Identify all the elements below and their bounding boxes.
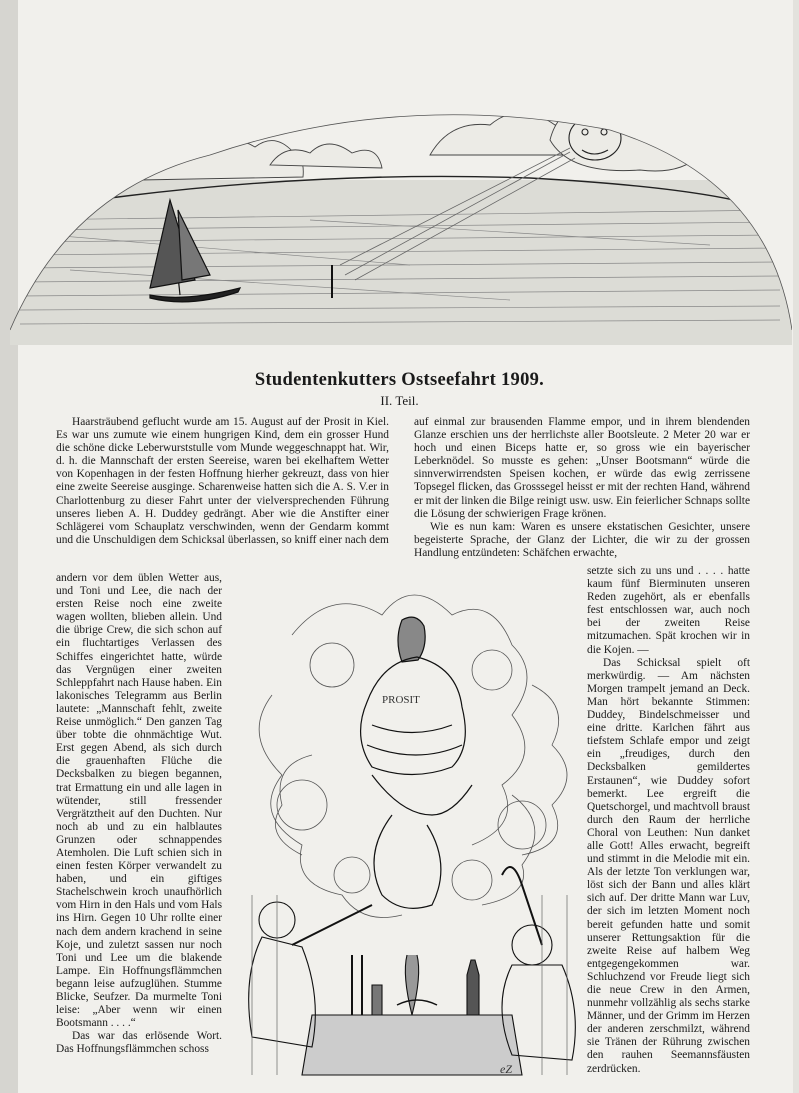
paragraph: andern vor dem üblen Wetter aus, und Toni und Lee, die nach der ersten Reise noch eine zweite wagen wollten, blieben allein. Und die übrige Crew, die sich schon auf ein fluchtartiges Verlassen des Schiffes eingerichtet hatte, würde das Vergnügen einer zweiten Schleppfahrt nach Hause haben. Ein lakonisches Telegramm aus Berlin lautete: „Mannschaft fehlt, zweite Reise unmöglich.“ Den ganzen Tag über tobte die ohnmächtige Wut. Erst gegen Abend, als sich durch die grauenhaften Flüche die Decksbalken zu biegen begannen, trat Ermattung ein und alle lagen in wütender, still fressender Vergrätztheit auf den Duchten. Nur noch ab und zu ein halblautes Grunzen oder schnappendes Atemholen. Die Luft schien sich in einen festen Körper verwandelt zu haben, und ein giftiges Stachelschwein kroch unaufhörlich vom Hirn in den Hals und vom Hals ins Hirn. Gegen 10 Uhr rollte einer nach dem andern krachend in seine Koje, und zuletzt sassen nur noch Toni und Lee um die blakende Lampe. Ein Hoffnungsflämmchen begann leise aufzuglühen. Stumme Blicke, Seufzer. Da murmelte Toni leise: „Aber wenn wir einen Bootsmann . . . .“ xyxy=(56,572,222,1030)
clouds xyxy=(140,95,701,180)
boatsman-figure xyxy=(361,617,472,908)
left-column-bottom xyxy=(56,572,222,1056)
right-column-top xyxy=(414,416,750,560)
paragraph: Haarsträubend geflucht wurde am 15. August auf der Prosit in Kiel. Es war uns zumute wie einem hungrigen Kind, dem ein grosser Hund die schöne dicke Leberwurststulle vom Munde weggeschnappt hat. Wir, d. h. die Mannschaft der ersten Seereise, waren bei ekelhaftem Wetter von Kopenhagen in der festen Hoffnung hierher gekreuzt, dass von hier eine zweite Seereise ausginge. Scharenweise hatten sich die A. S. V.er in Charlottenburg zu dieser Fahrt unter der vielversprechenden Führung unseres lieben A. H. Duddey gedrängt. Aber wie die Anstifter einer Schlägerei vom Schauplatz verschwinden, wenn der Gendarm kommt und die Unschuldigen dem Schicksal überlassen, so kniff einer nach dem xyxy=(56,416,389,546)
paragraph: auf einmal zur brausenden Flamme empor, und in ihrem blendenden Glanze erschien uns der herrlichste aller Bootsleute. 2 Meter 20 war er hoch und einen Biceps hatte er, so gross wie ein bayerischer Leberknödel. So musste es gehen: „Unser Bootsmann“ würde die sinnverwirrendsten Speisen kochen, er würde das ewig zerrissene Topsegel flicken, das Grosssegel heisst er mit der rechten Hand, während er mit der linken die Bilge reinigt usw. usw. Ein feierlicher Schnaps sollte die Lösung der schwierigen Frage krönen. xyxy=(414,416,750,520)
article-subtitle: II. Teil. xyxy=(380,393,419,408)
article-title: Studentenkutters Ostseefahrt 1909. xyxy=(254,370,545,390)
center-illustration xyxy=(232,575,587,1080)
paragraph: Das Schicksal spielt oft merkwürdig. — Am nächsten Morgen trampelt jemand an Deck. Man hört bekannte Stimmen: Duddey, Bindelschmeisser und eine dritte. Karlchen fährt aus tiefstem Schlafe empor und zeigt ein „freudiges, durch den Decksbalken gemildertes Erstaunen“, wie Duddey sofort bemerkt. Lee ergreift die Quetschorgel, und machtvoll braust durch den Raum der herrliche Choral von Leuthen: Nun danket alle Gott! Alles erwacht, begreift und stimmt in die Melodie mit ein. Als der letzte Ton verklungen war, löst sich der Bann und alles klärt sich auf. Der dritte Mann war Luv, der sich im letzten Moment noch bereit gefunden hatte und somit unserer Rettungsaktion für die zweite Reise auf halbem Weg entgegengekommen war. Schluchzend vor Freude liegt sich die neue Crew in den Armen, nunmehr vollzählig als sechs starke Männer, und der Grimm im Herzen der anderen zerschmilzt, während sie Tränen der Rührung zwischen den rauhen Seemannsfäusten zerdrücken. xyxy=(587,656,750,1075)
paragraph: Das war das erlösende Wort. Das Hoffnungsflämmchen schoss xyxy=(56,1030,222,1056)
prosit-label: PROSIT xyxy=(382,694,420,706)
paragraph: Wie es nun kam: Waren es unsere ekstatischen Gesichter, unsere begeisterte Sprache, der Glanz der Lichter, die wir zu der grossen Handlung entzündeten: Schäfchen erwachte, xyxy=(414,520,750,559)
header-illustration xyxy=(10,70,792,345)
artist-signature: eZ xyxy=(500,1062,512,1076)
right-column-bottom xyxy=(587,565,750,1076)
left-column-top xyxy=(56,416,389,547)
scan-edge-right xyxy=(793,0,799,1093)
table-scene xyxy=(302,955,522,1075)
paragraph: setzte sich zu uns und . . . . hatte kaum fünf Bierminuten unseren Reden zugehört, als er ebenfalls fest entschlossen war, auch noch bei der zweiten Reise mitzumachen. Spät krochen wir in die Kojen. — xyxy=(587,565,750,656)
